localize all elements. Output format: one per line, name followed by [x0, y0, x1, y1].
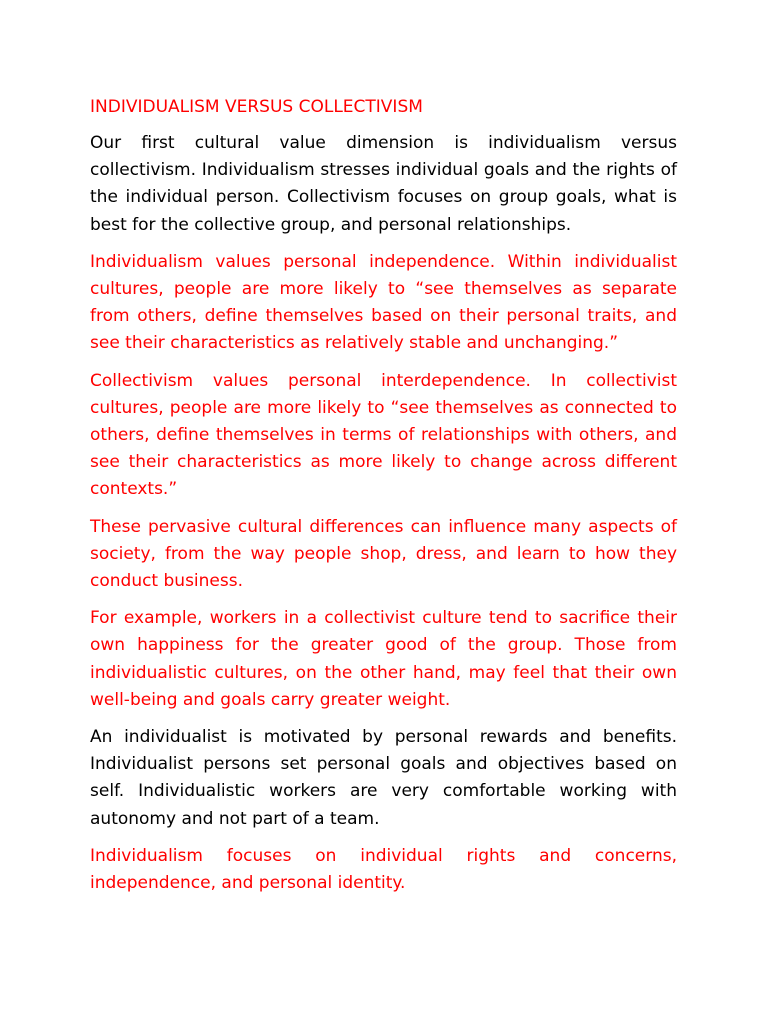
paragraph-collectivism: Collectivism values personal interdependence. In collectivist cultures, people are more likely to “see themselves as connected to others, define themselves in terms of relationships with others, and see their characteristics as more likely to change across different contexts.”	[90, 370, 677, 500]
paragraph-individualism-focus: Individualism focuses on individual rights and concerns, independence, and personal identity.	[90, 845, 677, 894]
paragraph-intro: Our first cultural value dimension is individualism versus collectivism. Individualism stresses individual goals and the rights of the individual person. Collectivism focuses on group goals, what is best for the collective group, and personal relationships.	[90, 133, 677, 235]
paragraph-individualism: Individualism values personal independence. Within individualist cultures, people are more likely to “see themselves as separate from others, define themselves based on their personal traits, and see their characteristics as relatively stable and unchanging.”	[90, 251, 677, 354]
paragraph-cultural-differences: These pervasive cultural differences can influence many aspects of society, from the way people shop, dress, and learn to how they conduct business.	[90, 516, 677, 592]
document-title: INDIVIDUALISM VERSUS COLLECTIVISM	[90, 97, 423, 117]
document-page	[90, 94, 677, 907]
paragraph-example: For example, workers in a collectivist culture tend to sacrifice their own happiness for the greater good of the group. Those from individualistic cultures, on the other hand, may feel that their own well-being and goals carry greater weight.	[90, 608, 677, 710]
paragraph-individualist-motivation: An individualist is motivated by personal rewards and benefits. Individualist persons set personal goals and objectives based on self. Individualistic workers are very comfortable working with autonomy and not part of a team.	[90, 727, 677, 829]
